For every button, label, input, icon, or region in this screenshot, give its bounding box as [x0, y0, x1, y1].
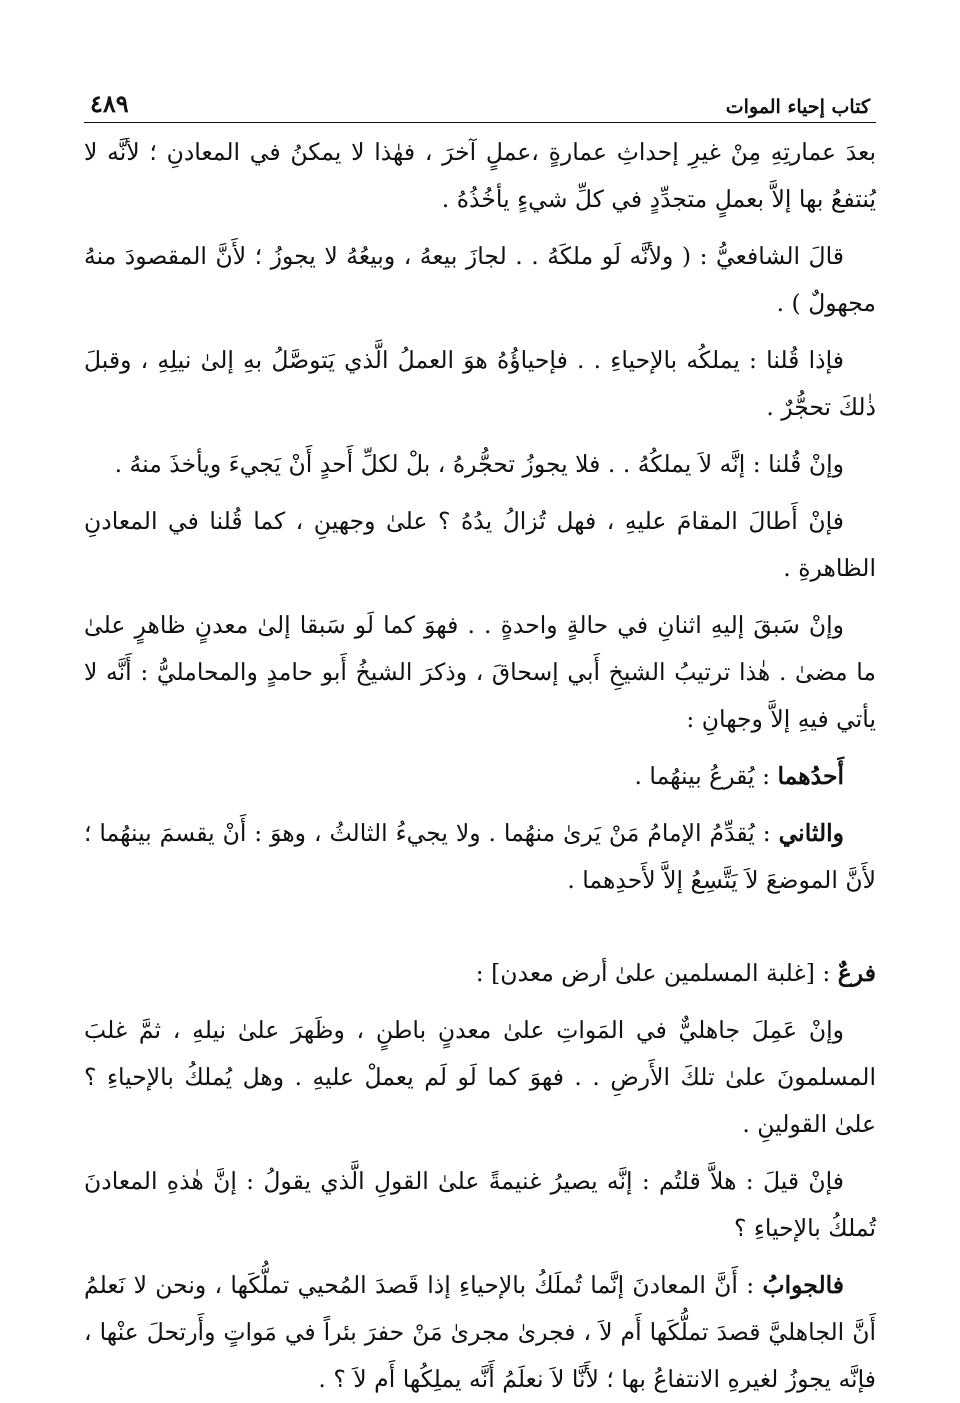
paragraph-continuation — [84, 129, 876, 223]
paragraph-objection — [84, 1158, 876, 1252]
paragraph-text: وإنْ قُلنا : إنَّه لاَ يملكُهُ . . فلا يجوزُ تحجُّرهُ ، بلْ لكلِّ أَحدٍ أَنْ يَجيءَ ويأخذَ منهُ . — [114, 450, 844, 478]
paragraph-text: وإنْ عَمِلَ جاهليٌّ في المَواتِ علىٰ معدنٍ باطنٍ ، وظَهرَ علىٰ نيلهِ ، ثمَّ غلبَ المسلمونَ علىٰ تلكَ الأَرضِ . . فهوَ كما لَو لَم يعملْ عليهِ . وهل يُملكُ بالإحياءِ ؟ علىٰ القولينِ . — [84, 1016, 876, 1138]
paragraph-if-owned — [84, 337, 876, 431]
paragraph-first-view — [84, 753, 876, 800]
paragraph-text: : يُقدِّمُ الإمامُ مَنْ يَرىٰ منهُما . ولا يجيءُ الثالثُ ، وهوَ : أَنْ يقسمَ بينهُما ؛ لأَنَّ الموضعَ لاَ يَتَّسِعُ إلاَّ لأَحدِهما . — [84, 819, 876, 894]
paragraph-jahili-mine — [84, 1007, 876, 1148]
paragraph-text: : أَنَّ المعادنَ إنَّما تُملَكُ بالإحياءِ إذا قَصدَ المُحيي تملُّكَها ، ونحن لا نَعلمُ أَنَّ الجاهليَّ قصدَ تملُّكَها أَم لاَ ، فجرىٰ مجرىٰ مَنْ حفرَ بئراً في مَواتٍ وأَرتحلَ عنْها ، فإنَّه يجوزُ لغيرهِ الانتفاعُ بها ؛ لأَنَّا لاَ نعلَمُ أَنَّه يملِكُها أَم لاَ ؟ . — [84, 1271, 876, 1393]
paragraph-lead: فالجوابُ — [762, 1271, 844, 1299]
paragraph-second-view — [84, 810, 876, 904]
paragraph-if-not-owned — [84, 441, 876, 488]
branch-title: : [غلبة المسلمين علىٰ أرض معدن] : — [475, 959, 838, 987]
paragraph-lead: أَحدُهما — [777, 762, 844, 790]
page-number: ٤٨٩ — [90, 89, 129, 118]
book-title: كتاب إحياء الموات — [725, 96, 870, 118]
paragraph-shafii-quote — [84, 233, 876, 327]
paragraph-lead: والثاني — [778, 819, 844, 847]
paragraph-long-stay — [84, 498, 876, 592]
paragraph-text: فإذا قُلنا : يملكُه بالإحياءِ . . فإحياؤُهُ هوَ العملُ الَّذي يَتوصَّلُ بهِ إلىٰ نيلِهِ ، وقبلَ ذٰلكَ تحجُّرٌ . — [84, 346, 876, 421]
page-body — [84, 123, 876, 1403]
branch-heading — [84, 950, 876, 997]
paragraph-text: فإنْ أَطالَ المقامَ عليهِ ، فهل تُزالُ يدُهُ ؟ علىٰ وجهينِ ، كما قُلنا في المعادنِ الظاهرةِ . — [84, 507, 876, 582]
paragraph-two-claimants — [84, 602, 876, 743]
paragraph-text: قالَ الشافعيُّ : ( ولأنَّه لَو ملكَهُ . . لجازَ بيعهُ ، وبيعُهُ لا يجوزُ ؛ لأَنَّ المقصودَ منهُ مجهولٌ ) . — [84, 242, 876, 317]
paragraph-answer — [84, 1262, 876, 1403]
paragraph-text: فإنْ قيلَ : هلاَّ قلتُم : إنَّه يصيرُ غنيمةً علىٰ القولِ الَّذي يقولُ : إنَّ هٰذهِ المعادنَ تُملكُ بالإحياءِ ؟ — [84, 1167, 876, 1242]
paragraph-text: وإنْ سَبقَ إليهِ اثنانِ في حالةٍ واحدةٍ . . فهوَ كما لَو سَبقا إلىٰ معدنٍ ظاهرٍ علىٰ ما مضىٰ . هٰذا ترتيبُ الشيخِ أَبي إسحاقَ ، وذكرَ الشيخُ أَبو حامدٍ والمحامليُّ : أَنَّه لا يأتي فيهِ إلاَّ وجهانِ : — [84, 611, 876, 733]
branch-label: فرعٌ — [837, 959, 876, 987]
paragraph-text: بعدَ عمارتِهِ مِنْ غيرِ إحداثِ عمارةٍ ،عملٍ آخرَ ، فهٰذا لا يمكنُ في المعادنِ ؛ لأنَّه لا يُنتفعُ بها إلاَّ بعملٍ متجدِّدٍ في كلِّ شيءٍ يأخُذُهُ . — [84, 138, 876, 213]
book-page — [84, 80, 876, 1393]
running-header — [84, 80, 876, 123]
paragraph-text: : يُقرعُ بينهُما . — [634, 762, 778, 790]
